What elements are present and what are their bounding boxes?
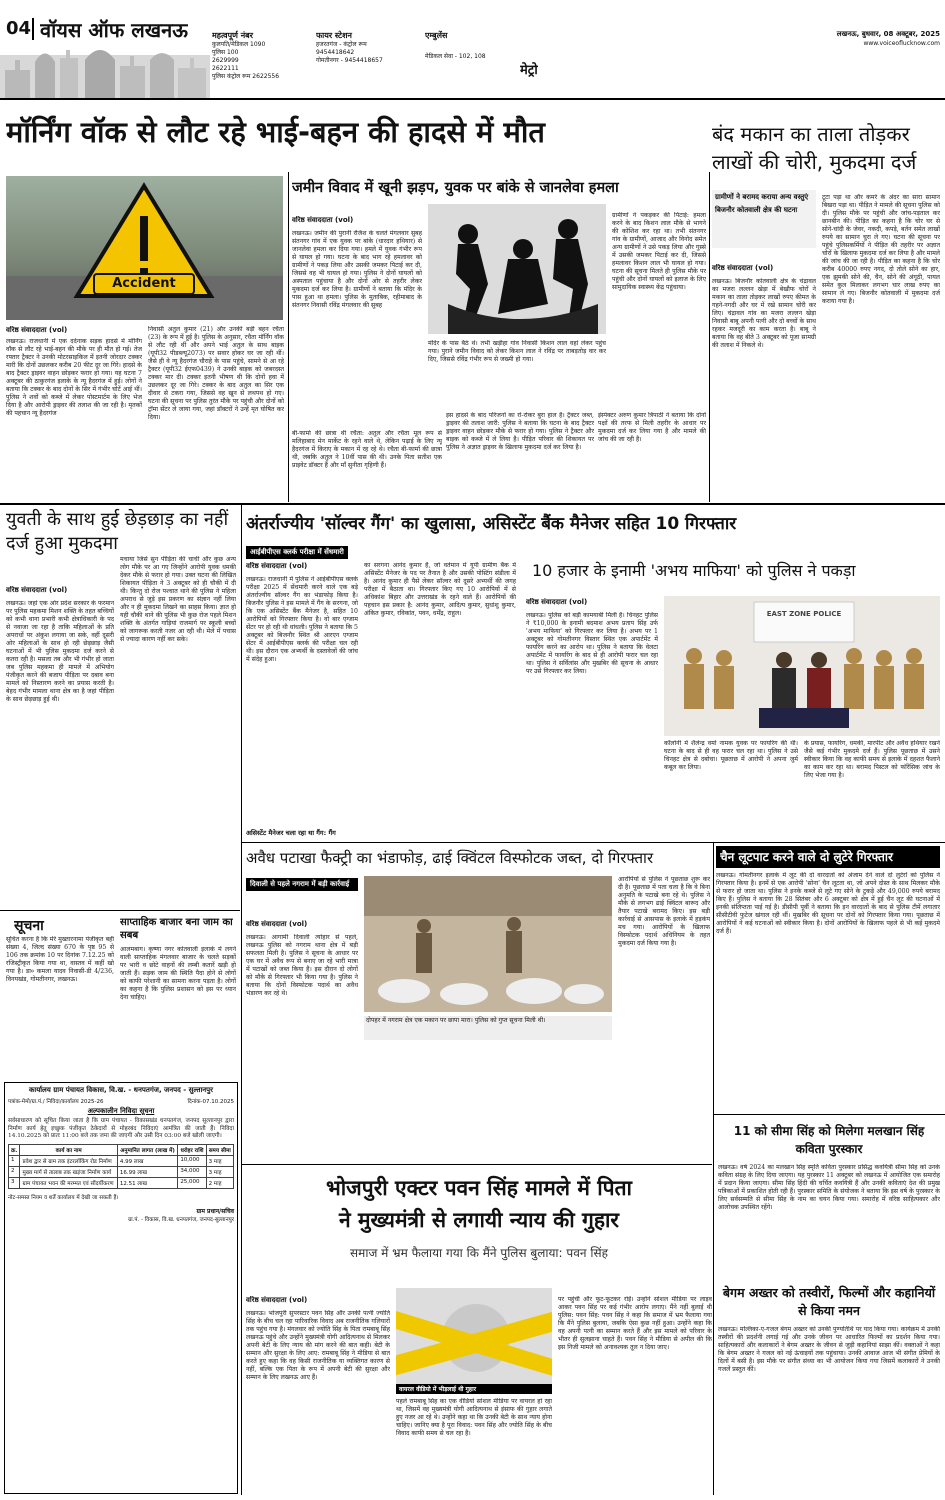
accident-label: Accident (112, 276, 176, 291)
theft-bullets (712, 190, 816, 248)
chain-col: लखनऊ। गोमतीनगर इलाके में लूट की दो वारदातों को अंजाम देने वाले दो लुटेरों को पुलिस ने गिरफ्तार किया है। इनमें से एक आरोपी 'सोना' चैन लूटता था, जो अपने दोस्त के साथ मिलकर मौके से फरार हो जाता था। पुलिस ने इनके कब्जे से लूटे गए सोने के टुकड़े और 49,000 रुपये बरामद किए हैं। पुलिस ने बताया कि 28 सितंबर और 6 अक्टूबर को क्षेत्र में हुई चैन लूट की घटनाओं में इनकी संलिप्तता पाई गई है। डीसीपी पूर्वी ने बताया कि इन वारदातों के बाद से पुलिस टीमें लगातार सीसीटीवी फुटेज खंगाल रही थीं। मुखबिर की सूचना पर दोनों को गिरफ्तार किया गया। पूछताछ में आरोपियों ने कई घटनाओं को स्वीकार किया है। दोनों आरोपियों के खिलाफ पहले से भी कई मुकदमे दर्ज हैं। (716, 872, 940, 935)
theft-bullet: बिजनौर कोतवाली क्षेत्र की घटना (715, 206, 798, 214)
ambulance-row: मेडिकल सेवा - 102, 108 (425, 53, 486, 60)
column-divider (288, 172, 289, 502)
tender-cell: 16.99 लाख (117, 1166, 177, 1177)
pawan-photo-caption: वायरल वीडियो में भीड़लाई थी गुहार (396, 1384, 552, 1394)
theft-bullet: ग्रामीणों ने बरामद कराया अन्य वस्तुएं (715, 193, 809, 201)
land-byline: वरिष्ठ संवाददाता (vol) (292, 216, 354, 224)
tender-cell: 34,000 (178, 1166, 206, 1177)
lead-byline: वरिष्ठ संवाददाता (vol) (6, 326, 68, 334)
mafia-photo (664, 596, 940, 736)
tender-cell: 12.51 लाख (117, 1177, 177, 1188)
mafia-col-3: के प्रयास, फायरिंग, धमकी, मारपीट और अवैध हथियार रखने जैसे कई गंभीर मुकदमे दर्ज हैं। पुलिस पूछताछ में उसने स्वीकार किया कि वह काफी समय से इलाके में दहशत फैलाने का काम कर रहा था। बरामद पिस्टल को फॉरेंसिक जांच के लिए भेजा गया है। (804, 740, 940, 779)
award-headline: 11 को सीमा सिंह को मिलेगा मलखान सिंह कविता पुरस्कार (733, 1124, 925, 1156)
tender-th: क्र. (9, 1144, 20, 1155)
lead-col-2: निवासी अतुल कुमार (21) और उनकी बड़ी बहन रचैता (23) के रूप में हुई है। पुलिस के अनुसार, रचैता मॉर्निंग वॉक से लौट रही थीं और अपने भाई अतुल के साथ बाइक (यूपी32 पीडब्ल्यू2073) पर सवार होकर घर जा रही थीं। जैसे ही वे न्यू हैदरगंज चौराहे के पास पहुंचे, सामने से आ रहे ट्रैक्टर (यूपी32 ईएफ0439) ने उनकी बाइक को जबरदस्त टक्कर मार दी। टक्कर इतनी भीषण थी कि दोनों हवा में उछलकर दूर जा गिरे। टक्कर के बाद अतुल का सिर एक दीवार से टकरा गया, जिससे वह खून से लथपथ हो गए। घटना की सूचना पर पुलिस तुरंत मौके पर पहुंची और दोनों को ट्रॉमा सेंटर ले जाया गया, जहां डॉक्टरों ने उन्हें मृत घोषित कर दिया। (148, 326, 284, 421)
pawan-col-3: पर पहुंचीं और फूट-फूटकर रोईं। उन्होंने सोशल मीडिया पर लाइव आकर पवन सिंह पर कई गंभीर आरोप लगाए। मैंने नहीं बुलाई थी पुलिस: पवन सिंह: पवन सिंह ने कहा कि समाज में भ्रम फैलाया गया कि मैंने पुलिस बुलाया, जबकि ऐसा कुछ नहीं हुआ। उन्होंने कहा कि वह अपनी पत्नी का सम्मान करते हैं और इस मामले को परिवार के भीतर ही सुलझाना चाहते हैं। पवन सिंह ने मीडिया से अपील की कि इस निजी मामले को अनावश्यक तूल न दिया जाए। (558, 1296, 712, 1351)
pawan-headline-2: ने मुख्यमंत्री से लगायी न्याय की गुहार (338, 1208, 619, 1232)
tender-th: कार्य का नाम (20, 1144, 117, 1155)
land-photo (428, 204, 606, 334)
pawan-col-1: लखनऊ। भोजपुरी सुपरस्टार पवन सिंह और उनकी पत्नी ज्योति सिंह के बीच चल रहा पारिवारिक विवाद अब राजनीतिक गलियारों तक पहुंच गया है। मंगलवार को ज्योति सिंह के पिता रामबाबू सिंह लखनऊ पहुंचे और उन्होंने मुख्यमंत्री योगी आदित्यनाथ से मिलकर अपनी बेटी के लिए न्याय की मांग करने की बात कही। बेटी के सम्मान और सुरक्षा के लिए आए: रामबाबू सिंह ने मीडिया से बात करते हुए कहा कि वह किसी राजनीतिक या व्यक्तिगत कारण से नहीं, बल्कि एक पिता के रूप में अपनी बेटी की सुरक्षा और सम्मान के लिए लखनऊ आए हैं। (246, 1310, 390, 1381)
accident-sign-icon (6, 176, 283, 320)
tender-subtitle: अल्पकालीन निविदा सूचना (87, 1107, 155, 1115)
lead-col-1: लखनऊ। राजधानी में एक दर्दनाक सड़क हादसे में मॉर्निंग वॉक से लौट रहे भाई-बहन की मौके पर ही मौत हो गई। तेज रफ्तार ट्रैक्टर ने उनकी मोटरसाइकिल में इतनी जोरदार टक्कर मारी कि दोनों उछलकर करीब 20 फीट दूर जा गिरे। हादसे के बाद ट्रैक्टर ड्राइवर वाहन छोड़कर फरार हो गया। यह घटना 7 अक्टूबर की ठाकुरगंज इलाके के न्यू हैदरगंज में हुई। लोगों ने बताया कि टक्कर के बाद दोनों के सिर में गंभीर चोटें आई थीं। पुलिस ने शवों को कब्जे में लेकर पोस्टमार्टम के लिए भेज दिया है और आरोपी ड्राइवर की तलाश की जा रही है। मृतकों की पहचान न्यू हैदरगंज (6, 338, 142, 417)
tender-ref: पत्रांक-मेमो/ग्रा.पं./ निविदा/कार्यालय 2025-26 (8, 1099, 104, 1105)
section-name: मेट्रो (520, 63, 538, 78)
tender-th: समय सीमा (206, 1144, 233, 1155)
molest-byline: वरिष्ठ संवाददाता (vol) (6, 586, 68, 594)
rule (242, 1164, 712, 1165)
theft-col-1: लखनऊ। बिजनौर कोतवाली क्षेत्र के चंद्रावल का मजरा लल्लन खेड़ा में बेखौफ चोरों ने मकान का ताला तोड़कर लाखों रुपए कीमत के गहने-नगदी और घर में रखे सामान चोरी कर लिए। चंद्रावल गांव का मजरा लल्लन खेड़ा निवासी बाबू अपनी पत्नी और दो बच्चों के साथ रहकर मजदूरी का काम करता है। बाबू ने बताया कि वह बीते 3 अक्टूबर को पूजा सामग्री की तलाश में निकले थे। (712, 278, 816, 349)
tender-cell: 25,000 (178, 1177, 206, 1188)
fire-row: 9454418642 (316, 49, 355, 56)
ambulance-label: एम्बुलेंस (425, 31, 448, 40)
lead-headline: मॉर्निंग वॉक से लौट रहे भाई-बहन की हादसे में मौत (6, 115, 545, 149)
land-col-4: इंस्पेक्टर अरुण कुमार त्रिपाठी ने बताया कि दोनों पक्षों की तरफ से मिली तहरीर के आधार पर मुकदमा दर्ज कर लिया गया है और मामले की जांच की जा रही है। (598, 412, 706, 443)
website: www.voiceoflucknow.com (863, 40, 940, 47)
masthead-rule (0, 98, 945, 100)
masthead-divider (32, 18, 34, 40)
pawan-photo (396, 1288, 552, 1384)
tender-cell: 10,000 (178, 1155, 206, 1166)
chain-headline: चैन लूटपाट करने वाले दो लुटेरे गिरफ्तार (720, 850, 893, 864)
land-col-3: मंदिर के पास बैठे थे। तभी खड़ीहा गांव निवासी किशन लाल वहां लेकर पहुंच गया। पुराने जमीन विवाद को लेकर किशन लाल ने रविंद्र पर ताबड़तोड़ वार कर दिए, जिससे रविंद्र गंभीर रूप से जख्मी हो गया। (428, 340, 606, 363)
table-row (9, 1166, 234, 1177)
page-number: 04 (6, 18, 32, 39)
fight-silhouette-icon (428, 204, 606, 334)
column-divider (709, 172, 710, 502)
land-col-2: ग्रामीणों ने पकड़कर की पिटाई: हमला करने के बाद किशन लाल मौके से भागने की कोशिश कर रहा था। तभी संतनगर गांव के ग्रामीणों, आजाद और विनोद समेत अन्य ग्रामीणों ने उसे पकड़ लिया और गुस्से में उसकी जमकर पिटाई कर दी, जिससे हमलावर किशन लाल भी घायल हो गया। घटना की सूचना मिलते ही पुलिस मौके पर पहुंची और दोनों घायलों को इलाज के लिए सामुदायिक स्वास्थ्य केंद्र पहुंचाया। (612, 212, 706, 291)
solver-byline: वरिष्ठ संवाददाता (vol) (246, 562, 308, 570)
rule (714, 1114, 945, 1115)
pawan-byline: वरिष्ठ संवाददाता (vol) (246, 1296, 308, 1304)
solver-col-1: लखनऊ। राजधानी में पुलिस ने आईबीपीएस क्लर्क परीक्षा 2025 में सेंधमारी करने वाले एक बड़े अंतर्राज्यीय सॉल्वर गैंग का भंडाफोड़ किया है। बिजनौर पुलिस ने इस मामले में गैंग के सरगना, जो कि एक असिस्टेंट बैंक मैनेजर है, सहित 10 आरोपियों को गिरफ्तार किया है। वो बार एग्जाम सेंटर पर हो रही थी धांधली। पुलिस ने बताया कि 5 अक्टूबर को बिजनौर स्थित श्री आरएन एग्जाम सेंटर में आईबीपीएस क्लर्क की परीक्षा चल रही थी। इस दौरान एक अभ्यर्थी के दस्तावेजों की जांच में संदेह हुआ। (246, 576, 358, 663)
pawan-col-2: पहले रामबाबू सिंह का एक वीडियो सोशल मीडिया पर वायरल हो रहा था, जिसमें वह मुख्यमंत्री योगी आदित्यनाथ से इंसाफ की गुहार लगाते हुए नजर आ रहे थे। उन्होंने कहा था कि उनकी बेटी के साथ न्याय होना चाहिए। जानिए क्या है पूरा विवाद: पवन सिंह और ज्योति सिंह के बीच विवाद काफी समय से चल रहा है। (396, 1398, 552, 1437)
important-numbers-label: महत्वपूर्ण नंबर (212, 31, 253, 40)
tender-cell: ग्राम पंचायत भवन की मरम्मत एवं सौंदर्यीकरण (20, 1177, 117, 1188)
solver-col-2: का सरगना आनंद कुमार है, जो वर्तमान में यूपी ग्रामीण बैंक में असिस्टेंट मैनेजर के पद पर तैनात है और उसकी पोस्टिंग संडीला में है। आनंद कुमार ही पैसे लेकर सॉल्वर को दूसरे अभ्यर्थी की जगह परीक्षा में बैठाता था। गिरफ्तार किए गए 10 आरोपियों में से अधिकांश बिहार और उत्तराखंड के रहने वाले हैं। आरोपियों की पहचान इस प्रकार है: आनंद कुमार, आदित्य कुमार, सुधांशु कुमार, अंकित कुमार, रविकांत, पवन, धर्मेंद्र, राहुल। (364, 562, 516, 617)
fire-col-2: आरोपियों से पुलिस ने पूछताछ शुरू कर दी है। पूछताछ में पता चला है कि वे बिना अनुमति के पटाखे बना रहे थे। पुलिस ने मौके से लगभग ढाई क्विंटल बारूद और तैयार पटाखे बरामद किए। इस बड़ी कार्रवाई से आसपास के इलाके में हड़कंप मच गया। आरोपियों के खिलाफ विस्फोटक पदार्थ अधिनियम के तहत मुकदमा दर्ज किया गया है। (618, 876, 710, 947)
theft-byline: वरिष्ठ संवाददाता (vol) (712, 264, 774, 272)
table-row (9, 1155, 234, 1166)
tender-title: कार्यालय ग्राम पंचायत विकास, वि.ख. - धनपतगंज, जनपद - सुल्तानपुर (29, 1086, 213, 1094)
bazaar-title: साप्ताहिक बाजार बना जाम का सबब (120, 917, 233, 941)
mafia-byline: वरिष्ठ संवाददाता (vol) (526, 598, 588, 606)
fire-station-box (316, 30, 416, 98)
table-row (9, 1177, 234, 1188)
solver-note: असिस्टेंट मैनेजर चला रहा था गैंग: गैंग (246, 829, 336, 837)
land-col-1: लखनऊ। जमीन की पुरानी रंजिश के चलते मंगलवार सुबह संतनगर गांव में एक युवक पर बांके (धारदार हथियार) से जानलेवा हमला कर दिया गया। हमले में युवक गंभीर रूप से घायल हो गया। घटना के बाद भाग रहे हमलावर को ग्रामीणों ने पकड़ लिया और उसकी जमकर पिटाई कर दी, जिससे वह भी घायल हो गया। पुलिस ने दोनों घायलों को अस्पताल पहुंचाया है और दोनों ओर से तहरीर लेकर मुकदमा दर्ज कर लिया है। ग्रामीणों ने बताया कि मंदिर के पास हुआ था हमला। पुलिस के मुताबिक, रहीमाबाद के संतनगर निवासी रविंद्र मंगलवार की सुबह (292, 230, 422, 309)
tender-sign: ग्रा.पं. - विकास, वि.ख. धनपतगंज, जनपद-सुल्तानपुर (128, 1216, 234, 1223)
number-row: कुलपति/मेडिकल 1090 (212, 41, 266, 48)
masthead (0, 0, 945, 98)
accident-photo (6, 176, 283, 320)
pharma-col: बी-फार्मा की छात्रा थी रचैता: अतुल और रचैता मूल रूप से मलिहाबाद मेन मार्केट के रहने वाले थे, लेकिन पढ़ाई के लिए न्यू हैदरगंज में किराए के मकान में रह रहे थे। रचैता बी-फार्मा की छात्रा थी, जबकि अतुल ने 10वीं पास की थी। उनके पिता सतीश एक प्राइवेट डॉक्टर हैं और माँ सुनीता गृहिणी हैं। (292, 430, 442, 469)
tender-table (8, 1144, 234, 1189)
rule (0, 910, 240, 911)
tender-body: सर्वसाधारण को सूचित किया जाता है कि ग्राम पंचायत - विकासखंड धनपतगंज, जनपद सुल्तानपुर द्वारा निर्माण कार्य हेतु इच्छुक पंजीकृत ठेकेदारों से मोहरबंद निविदाएं आमंत्रित की जाती हैं। निविदा 14.10.2025 को प्रातः 11:00 बजे तक जमा की जाएगी और उसी दिन 03:00 बजे खोली जाएगी। (8, 1118, 234, 1139)
tender-cell: 2 (9, 1166, 20, 1177)
raid-scene-icon (364, 876, 612, 1012)
tender-cell: प्रवेश द्वार से ग्राम तक इंटरलॉकिंग रोड निर्माण (20, 1155, 117, 1166)
begum-col: लखनऊ। मल्लिका-ए-गजल बेगम अख्तर को उनकी पुण्यतिथि पर याद किया गया। कार्यक्रम में उनकी तस्वीरों की प्रदर्शनी लगाई गई और उनके जीवन पर आधारित फिल्मों का प्रदर्शन किया गया। साहित्यकारों और कलाकारों ने बेगम अख्तर के जीवन से जुड़ी कहानियां साझा कीं। वक्ताओं ने कहा कि बेगम अख्तर ने गजल को नई ऊंचाइयों तक पहुंचाया। उनकी आवाज आज भी संगीत प्रेमियों के दिलों में बसी है। इस मौके पर संगीत संध्या का भी आयोजन किया गया जिसमें कलाकारों ने उनकी गजलें प्रस्तुत कीं। (718, 1326, 940, 1373)
important-numbers (212, 30, 312, 98)
tender-sign: ग्राम प्रधान/सचिव (196, 1207, 234, 1215)
skyline-icon (0, 0, 210, 98)
fire-headline: अवैध पटाखा फैक्ट्री का भंडाफोड़, ढाई क्विंटल विस्फोटक जब्त, दो गिरफ्तार (246, 849, 654, 867)
tender-cell: 4.99 लाख (117, 1155, 177, 1166)
rule (0, 503, 945, 505)
theft-col-2: टूटा पड़ा था और कमरे के अंदर का सारा सामान बिखरा पड़ा था। पीड़ित ने मामले की सूचना पुलिस को दी। पुलिस मौके पर पहुंची और जांच-पड़ताल कर छानबीन की। पीड़ित का कहना है कि चोर घर से सोने-चांदी के जेवर, नकदी, कपड़े, बर्तन समेत लाखों रुपये का सामान चुरा ले गए। घटना की सूचना पर पहुंचे पुलिसकर्मियों ने पीड़ित की तहरीर पर अज्ञात चोरों के खिलाफ मुकदमा दर्ज कर लिया है और मामले की जांच की जा रही है। पीड़ित का कहना है कि चोर करीब 40000 रुपए नगद, दो तोले सोने का हार, एक झुमकी सोने की, चैन, सोने की अंगूठी, पायल समेत कुल मिलाकर लगभग चार लाख रुपए का सामान ले गए। बिजनौर कोतवाली में मुकदमा दर्ज कराया गया है। (822, 194, 940, 305)
fire-station-label: फायर स्टेशन (316, 31, 352, 40)
fire-col-1: लखनऊ। आगामी दिवाली त्योहार से पहले, लखनऊ पुलिस को नगराम थाना क्षेत्र में बड़ी सफलता मिली है। पुलिस ने सूचना के आधार पर एक घर में अवैध रूप से बनाए जा रहे भारी मात्रा में पटाखों को जब्त किया है। इस दौरान दो लोगों को मौके से गिरफ्तार भी किया गया है। पुलिस ने बताया कि दोनों विस्फोटक पदार्थ का अवैध भंडारण कर रहे थे। (246, 934, 358, 997)
number-row: 2629999 (212, 57, 239, 64)
land-headline: जमीन विवाद में खूनी झड़प, युवक पर बांके से जानलेवा हमला (292, 180, 619, 196)
tender-cell: 3 माह (206, 1166, 233, 1177)
fire-row: गोमतीनगर - 9454418657 (316, 57, 383, 64)
fire-tag: दिवाली से पहले नगराम में बड़ी कार्रवाई (246, 878, 358, 891)
paper-title: वॉयस ऑफ लखनऊ (40, 18, 188, 42)
mafia-col-2: कॉलोनी में शैलेन्द्र वर्मा नामक युवक पर फायरिंग की थी। घटना के बाद से ही वह फरार चल रहा था। पुलिस ने उसे चिनहट क्षेत्र से दबोचा। पूछताछ में आरोपी ने अपना जुर्म कबूल कर लिया। (664, 740, 798, 771)
rule (242, 842, 945, 843)
dateline: लखनऊ, बुधवार, 08 अक्टूबर, 2025 (836, 30, 940, 38)
fire-caption: दोपहर में नगराम क्षेत्र एक मकान पर छापा मारा। पुलिस को गुप्त सूचना मिली थी। (364, 1016, 612, 1040)
tender-cell: मुख्य मार्ग से तालाब तक खड़ंजा निर्माण कार्य (20, 1166, 117, 1177)
tender-cell: 1 (9, 1155, 20, 1166)
fire-byline: वरिष्ठ संवाददाता (vol) (246, 920, 308, 928)
notice-title: सूचना (14, 918, 44, 934)
bazaar-col: आलमबाग। कृष्णा नगर कोतवाली इलाके में लगने वाली साप्ताहिक मंगलवार बाजार के चलते सड़कों पर भारी व छोटे वाहनों की लम्बी कतारें खड़ी हो जाती हैं। सड़क जाम की स्थिति पैदा होने से लोगों को काफी परेशानी का सामना करना पड़ता है। लोगों का कहना है कि पुलिस प्रशासन को इस पर ध्यान देना चाहिए। (120, 946, 236, 1001)
award-col: लखनऊ। वर्ष 2024 का मलखान सिंह स्मृति कविता पुरस्कार प्रसिद्ध कवयित्री सीमा सिंह को उनके कविता संग्रह के लिए दिया जाएगा। यह पुरस्कार 11 अक्टूबर को लखनऊ में आयोजित एक समारोह में प्रदान किया जाएगा। सीमा सिंह हिंदी की चर्चित कवयित्री हैं और उनकी कविताएं देश की प्रमुख पत्रिकाओं में प्रकाशित होती रही हैं। पुरस्कार समिति के संयोजक ने बताया कि इस वर्ष के पुरस्कार के लिए सर्वसम्मति से सीमा सिंह के नाम का चयन किया गया। समारोह में वरिष्ठ साहित्यकार और आलोचक उपस्थित रहेंगे। (718, 1164, 940, 1211)
molest-col-2: मचाया जिसे सुन पीड़िता की चाची और कुछ अन्य लोग मौके पर आ गए जिन्होंने आरोपी युवक धमकी देकर मौके से फरार हो गया। उक्त घटना की लिखित शिकायत पीड़िता ने 3 अक्टूबर को ही चौकी में दी थी। किन्तु दो रोज पश्चात थाने की पुलिस ने महिला अपराध से जुड़े इस प्रकरण का संज्ञान नहीं लिया और न ही मुकदमा लिखने का साहस किया। ज्ञात हो यही चौकी थाने की पुलिस भी कुछ रोज पहले मिशन शक्ति के अंतर्गत गाड़ियां राजमार्ग पर स्कूली बच्चों को जागरूक करती नजर आ रही थी। मेले में पचास से ज्यादा कारण नहीं कर सके। (120, 556, 236, 643)
solver-headline: अंतर्राज्यीय 'सॉल्वर गैंग' का खुलासा, असिस्टेंट बैंक मैनेजर सहित 10 गिरफ्तार (246, 514, 737, 534)
mafia-col-1: लखनऊ। पुलिस को बड़ी कामयाबी मिली है। चिनहट पुलिस ने ₹10,000 के इनामी बदमाश अभय प्रताप सिंह उर्फ 'अभय माफिया' को गिरफ्तार कर लिया है। अभय पर 1 अक्टूबर को गोमतीनगर विस्तार स्थित एक अपार्टमेंट में फायरिंग करने का आरोप था। पुलिस ने बताया कि वेलटा अपार्टमेंट में फायरिंग के बाद से ही आरोपी फरार चल रहा था। पुलिस ने सर्विलांस और मुखबिर की सूचना के आधार पर उसे गिरफ्तार कर लिया। (526, 612, 658, 675)
pawan-headline-1: भोजपुरी एक्टर पवन सिंह मामले में पिता (325, 1176, 632, 1200)
notice-col: सूचित करना है कि मेरे मुख्तारनामा पंजीकृत बही संख्या 4, जिल्द संख्या 670 के पृष्ठ 95 से 106 तक क्रमांक 10 पर दिनांक 7.12.25 को रजिस्ट्रीकृत किया गया था, वास्तव में कहीं खो गया है। डा० कमला यादव निवासी-डी 4/236, विनयखंड, गोमतीनगर, लखनऊ। (6, 936, 114, 983)
mafia-photo-caption: EAST ZONE POLICE (766, 610, 842, 618)
tender-th: धरोहर राशि (178, 1144, 206, 1155)
tractor-col: इस हादसे के बाद परिजनों का रो-रोकर बुरा हाल है। ट्रैक्टर जब्त, ड्राइवर की तलाश जारी: पुलिस ने बताया कि घटना के बाद ट्रैक्टर ड्राइवर वाहन छोड़कर मौके से फरार हो गया। पुलिस ने ट्रैक्टर और बाइक को कब्जे में ले लिया है। पीड़ित परिवार की शिकायत पर पुलिस ने अज्ञात ड्राइवर के खिलाफ मुकदमा दर्ज कर लिया है। (446, 412, 594, 451)
begum-headline: बेगम अख्तर को तस्वीरों, फिल्मों और कहानियों से किया नमन (722, 1285, 936, 1318)
pawan-subhead: समाज में भ्रम फैलाया गया कि मैंने पुलिस बुलाया: पवन सिंह (350, 1246, 608, 1260)
ambulance-box (425, 30, 525, 98)
number-row: 2622111 (212, 65, 239, 72)
skyline-graphic (0, 0, 210, 98)
number-row: पुलिस 100 (212, 49, 239, 56)
molest-col-1: लखनऊ। जहां एक ओर प्रदेश सरकार के फरमान पर पुलिस महकमा मिशन शक्ति के तहत बच्चियों को कभी थाना प्रभारी कभी क्षेत्राधिकारी के पद से नवाजा जा रहा है ताकि महिलाओं के प्रति अपराधों पर अंकुश लगाया जा सके, वहीं दूसरी ओर महिलाओं के साथ हो रही छेड़छाड़ जैसी घटनाओं में भी पुलिस मुकदमा दर्ज करने से कतरा रही है। मसला तब और भी गंभीर हो जाता जब पुलिस महकमा ही मामले में अभियोग पंजीकृत करने की बजाय पीड़िता पर दबाव बना मामले को निस्तारण करने का प्रयास करती है। बेहद गंभीर मामला थाना क्षेत्र का है जहां पीड़िता के साथ छेड़छाड़ हुई थी। (6, 600, 114, 703)
crime-scene-tape-icon (396, 1288, 552, 1384)
tender-th: अनुमानित लागत (लाख में) (117, 1144, 177, 1155)
column-divider (241, 505, 242, 1495)
fire-photo (364, 876, 612, 1012)
tender-cell: 3 माह (206, 1155, 233, 1166)
tender-cell: 3 (9, 1177, 20, 1188)
theft-headline: बंद मकान का ताला तोड़कर लाखों की चोरी, मुकदमा दर्ज (712, 122, 917, 174)
column-divider (713, 843, 714, 1495)
fire-row: हजरतगंज - कंट्रोल रूम (316, 41, 367, 48)
molest-headline: युवती के साथ हुई छेड़छाड़ का नहीं दर्ज हुआ मुकदमा (6, 509, 229, 554)
tender-cell: 2 माह (206, 1177, 233, 1188)
tender-notice (4, 1082, 238, 1494)
number-row: पुलिस कंट्रोल रूम 2622556 (212, 73, 280, 80)
tender-footer: नोट-समस्त नियम व शर्तें कार्यालय में देखी जा सकती हैं। (8, 1194, 119, 1201)
tender-date: दिनांक-07.10.2025 (187, 1099, 234, 1105)
mafia-headline: 10 हजार के इनामी 'अभय माफिया' को पुलिस ने पकड़ा (532, 561, 856, 580)
solver-tag: आईबीपीएस क्लर्क परीक्षा में सेंधमारी (246, 546, 348, 559)
